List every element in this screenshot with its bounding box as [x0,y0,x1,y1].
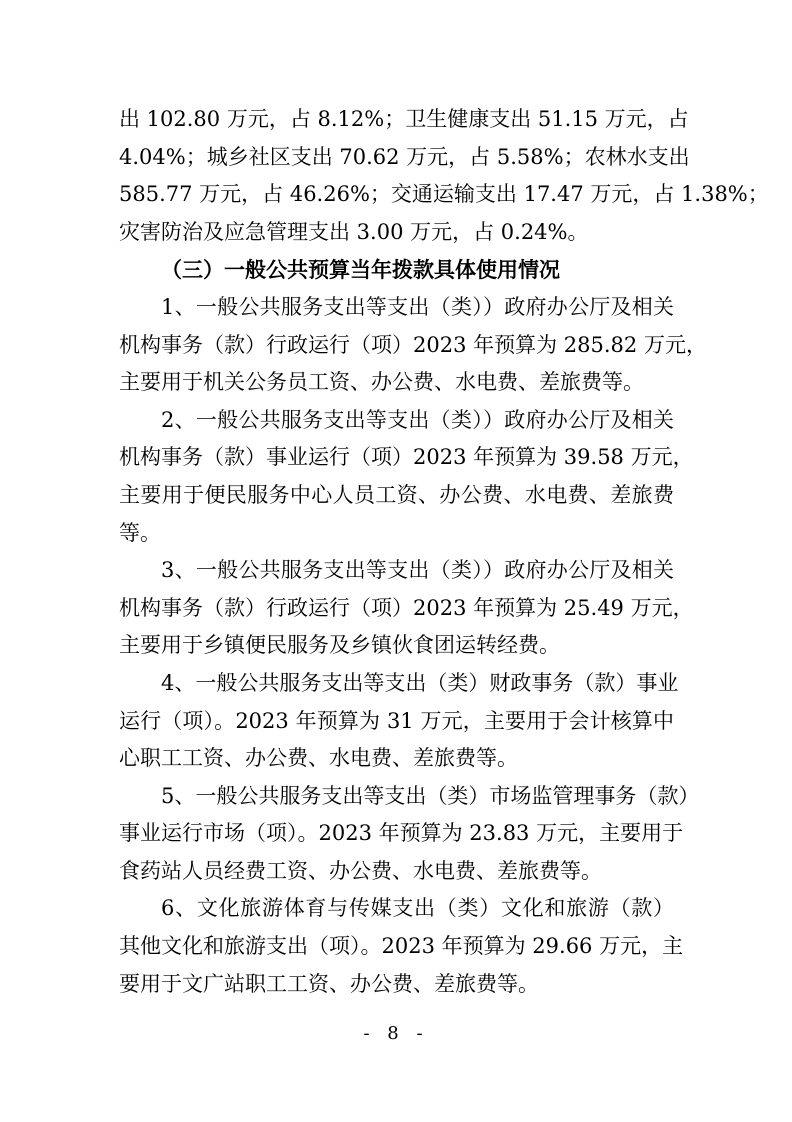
text-line: 其他文化和旅游支出（项）。2023 年预算为 29.66 万元，主 [119,934,684,959]
text-line: 5、一般公共服务支出等支出（类）市场监管理事务（款） [161,783,700,808]
item-paragraph-5 [119,778,700,891]
item-paragraph-6 [119,890,684,1003]
item-paragraph-4 [119,665,679,778]
text-line: 主要用于机关公务员工资、办公费、水电费、差旅费等。 [119,370,644,395]
text-line: 主要用于乡镇便民服务及乡镇伙食团运转经费。 [119,633,560,658]
text-line: 灾害防治及应急管理支出 3.00 万元，占 0.24%。 [119,219,589,244]
item-paragraph-1 [119,289,707,402]
text-line: 主要用于便民服务中心人员工资、办公费、水电费、差旅费 [119,482,674,507]
text-line: 事业运行市场（项）。2023 年预算为 23.83 万元，主要用于 [119,821,684,846]
page-number: - 8 - [363,1023,429,1044]
text-line: 4.04%；城乡社区支出 70.62 万元，占 5.58%；农林水支出 [119,144,690,169]
intro-paragraph [119,101,769,251]
text-line: 运行（项）。2023 年预算为 31 万元，主要用于会计核算中 [119,708,674,733]
text-line: 6、文化旅游体育与传媒支出（类）文化和旅游（款） [161,896,674,921]
text-line: 机构事务（款）行政运行（项）2023 年预算为 25.49 万元， [119,595,694,620]
text-line: 585.77 万元，占 46.26%；交通运输支出 17.47 万元，占 1.38%； [119,182,769,207]
item-paragraph-2 [119,402,694,552]
text-line: 心职工工资、办公费、水电费、差旅费等。 [119,746,518,771]
text-line: 4、一般公共服务支出等支出（类）财政事务（款）事业 [161,670,679,695]
text-line: 机构事务（款）事业运行（项）2023 年预算为 39.58 万元， [119,445,694,470]
text-line: 2、一般公共服务支出等支出（类））政府办公厅及相关 [161,407,674,432]
item-paragraph-3 [119,552,694,665]
text-line: 1、一般公共服务支出等支出（类））政府办公厅及相关 [161,294,674,319]
text-line: 食药站人员经费工资、办公费、水电费、差旅费等。 [119,858,602,883]
text-line: 出 102.80 万元，占 8.12%；卫生健康支出 51.15 万元，占 [119,107,689,131]
text-line: 3、一般公共服务支出等支出（类））政府办公厅及相关 [161,558,674,583]
document-body [119,101,769,1003]
text-line: 等。 [119,520,161,545]
text-line: 要用于文广站职工工资、办公费、差旅费等。 [119,971,539,996]
section-heading: （三）一般公共预算当年拨款具体使用情况 [161,257,560,283]
text-line: 机构事务（款）行政运行（项）2023 年预算为 285.82 万元， [119,332,707,357]
